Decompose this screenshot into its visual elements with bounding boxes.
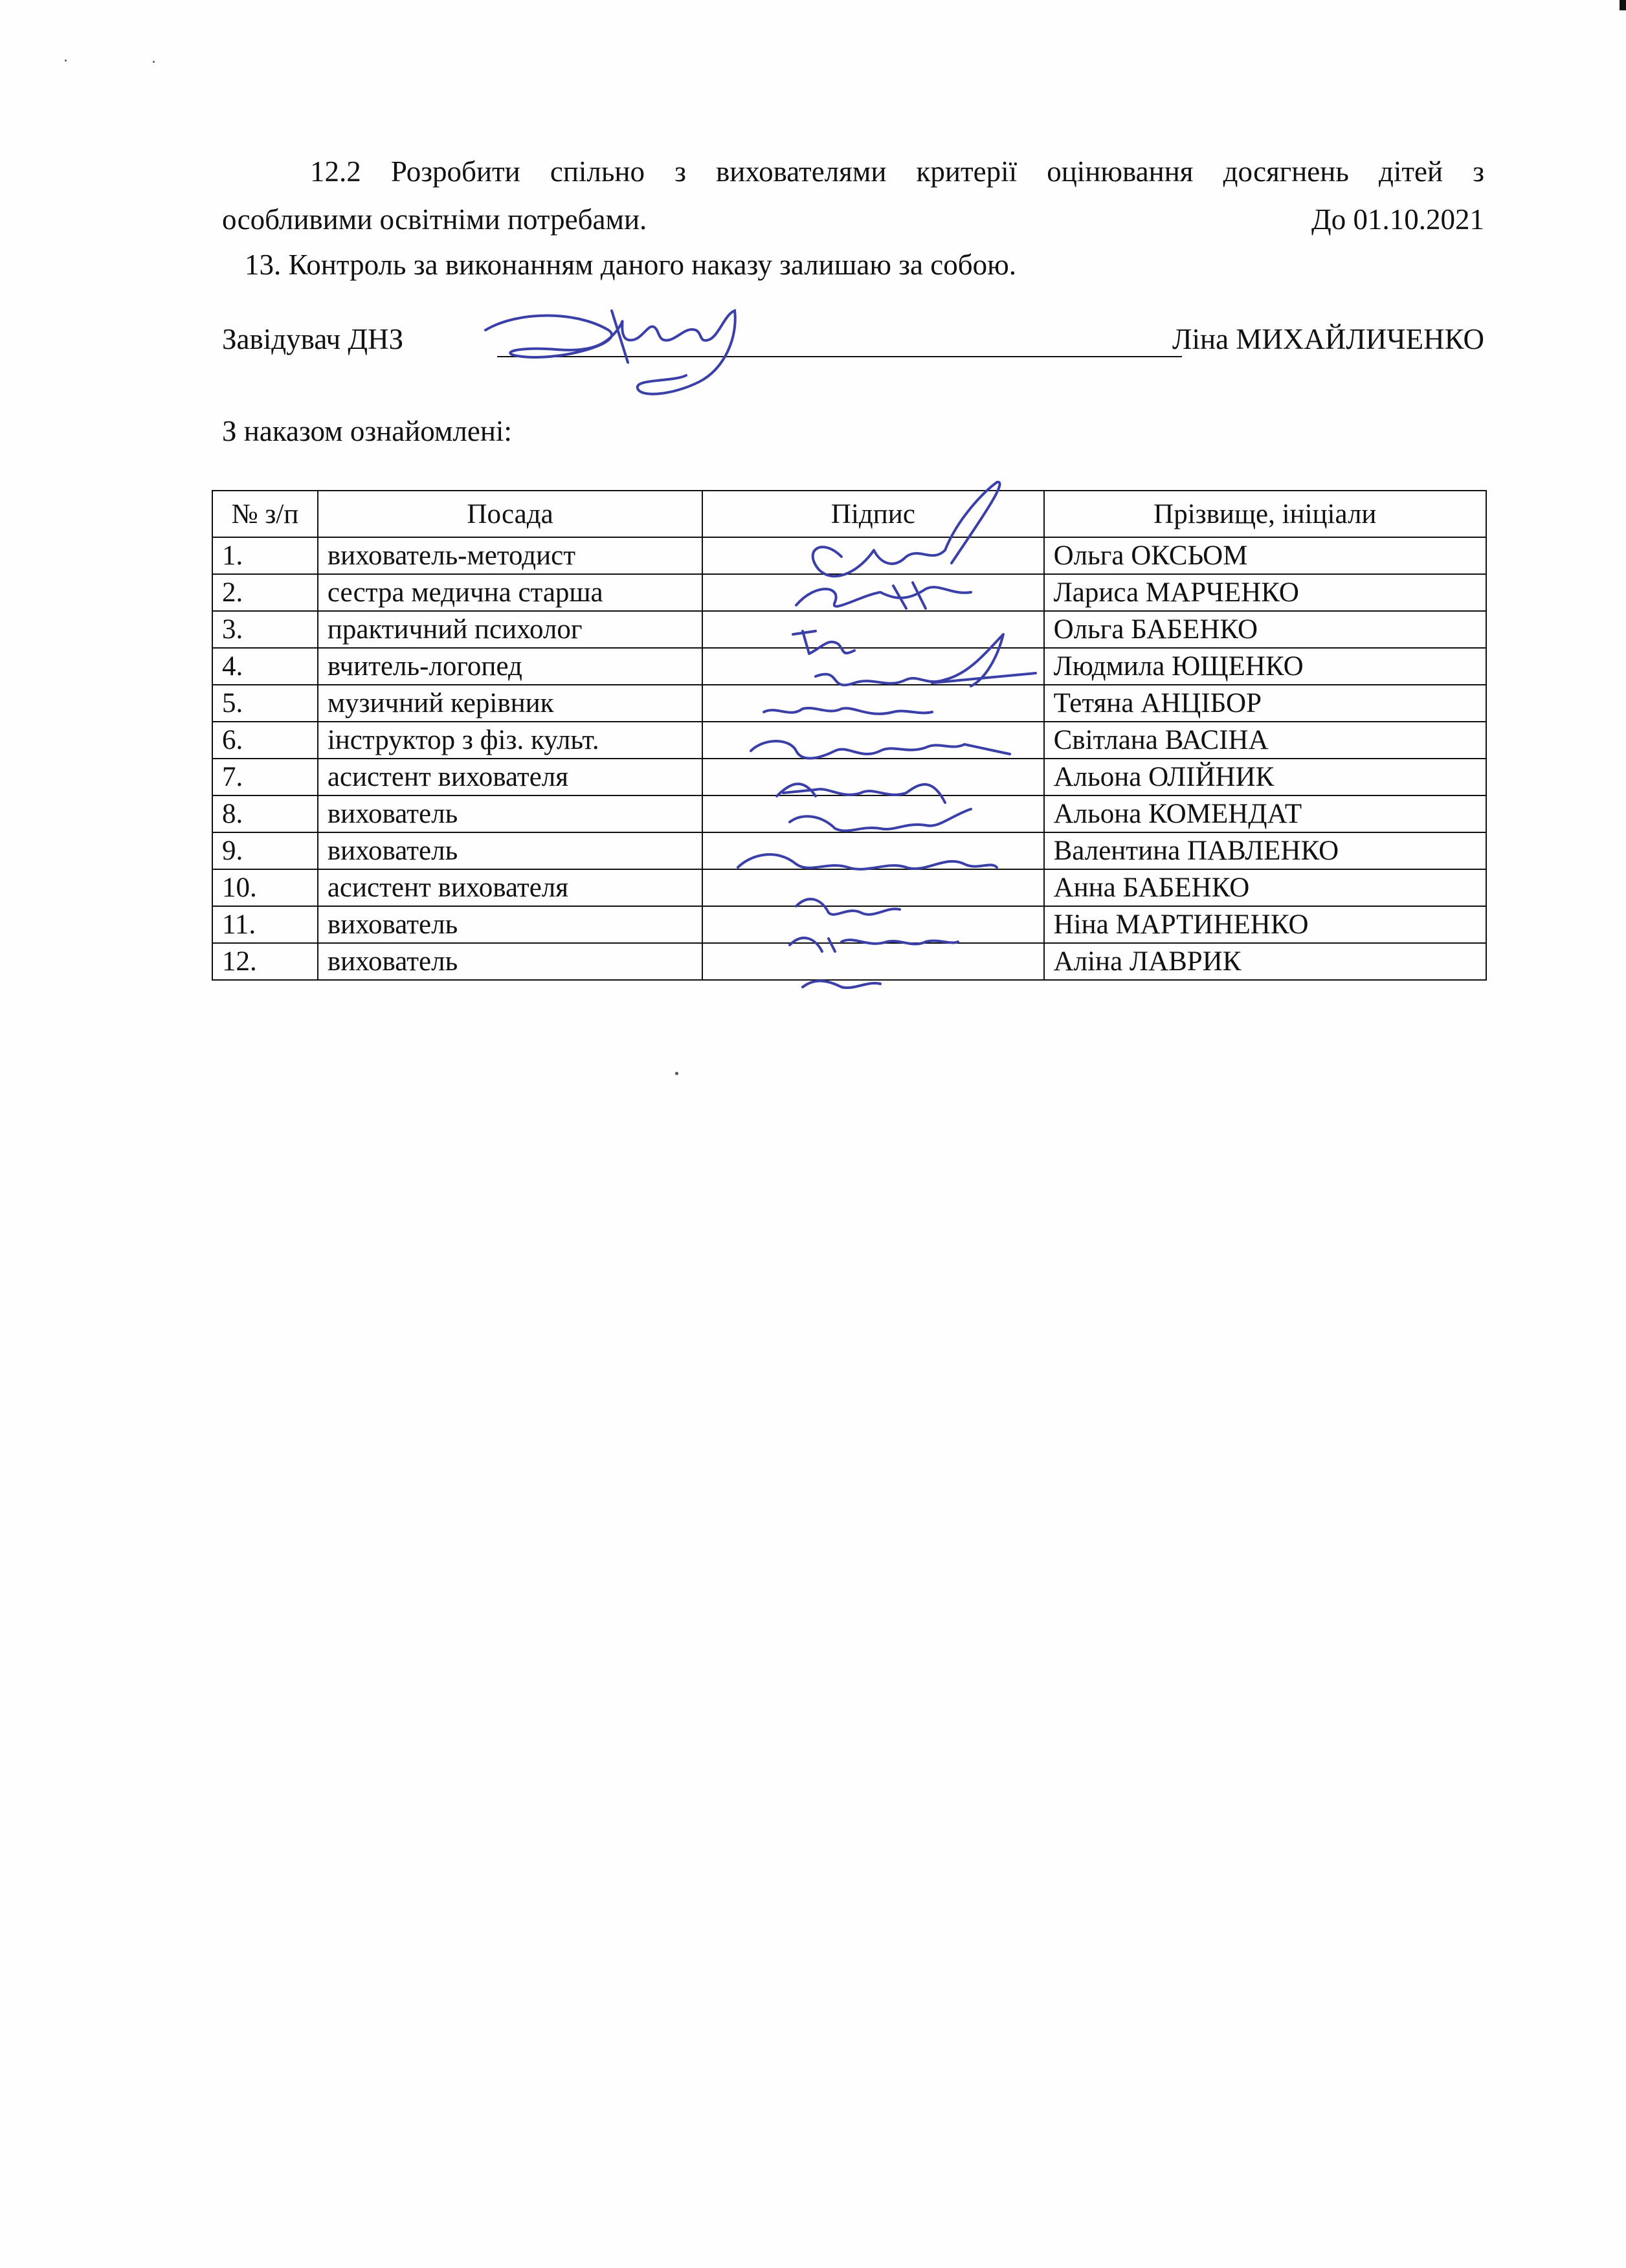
row-signature — [702, 685, 1043, 722]
row-signature — [702, 869, 1043, 906]
row-name: Лариса МАРЧЕНКО — [1044, 574, 1486, 611]
row-position: практичний психолог — [318, 611, 702, 648]
table-row — [212, 722, 1486, 759]
row-name: Тетяна АНЦІБОР — [1044, 685, 1486, 722]
row-name: Альона ОЛІЙНИК — [1044, 759, 1486, 795]
header-signature: Підпис — [702, 491, 1043, 537]
row-position: музичний керівник — [318, 685, 702, 722]
table-row — [212, 611, 1486, 648]
clause-12-2-line2 — [222, 195, 1484, 243]
row-number: 4. — [212, 648, 318, 685]
header-number: № з/п — [212, 491, 318, 537]
row-name: Альона КОМЕНДАТ — [1044, 795, 1486, 832]
row-position: вихователь — [318, 943, 702, 980]
row-name: Ольга ОКСЬОМ — [1044, 537, 1486, 574]
table-row — [212, 759, 1486, 795]
row-signature — [702, 648, 1043, 685]
row-position: інструктор з фіз. культ. — [318, 722, 702, 759]
row-signature — [702, 759, 1043, 795]
scan-speck — [675, 1072, 678, 1075]
row-position: вихователь — [318, 795, 702, 832]
clause-12-2 — [222, 148, 1484, 243]
row-signature — [702, 722, 1043, 759]
head-signature — [479, 285, 751, 408]
header-name: Прізвище, ініціали — [1044, 491, 1486, 537]
row-number: 9. — [212, 832, 318, 869]
row-name: Ольга БАБЕНКО — [1044, 611, 1486, 648]
table-body — [212, 537, 1486, 980]
row-number: 8. — [212, 795, 318, 832]
row-number: 5. — [212, 685, 318, 722]
scan-speck — [65, 60, 67, 61]
row-number: 12. — [212, 943, 318, 980]
row-position: асистент вихователя — [318, 869, 702, 906]
table-row — [212, 943, 1486, 980]
clause-12-2-text-end: особливими освітніми потребами. — [222, 203, 647, 236]
row-name: Аліна ЛАВРИК — [1044, 943, 1486, 980]
signatory-role: Завідувач ДНЗ — [222, 323, 404, 355]
row-number: 1. — [212, 537, 318, 574]
table-row — [212, 832, 1486, 869]
table-row — [212, 648, 1486, 685]
table-row — [212, 869, 1486, 906]
scan-edge-mark — [1620, 0, 1626, 10]
row-number: 7. — [212, 759, 318, 795]
acquaintance-heading: З наказом ознайомлені: — [222, 415, 512, 447]
row-signature — [702, 611, 1043, 648]
clause-12-2-deadline: До 01.10.2021 — [1311, 203, 1484, 236]
clause-13: 13. Контроль за виконанням даного наказу залишаю за собою. — [245, 249, 1016, 281]
row-number: 2. — [212, 574, 318, 611]
row-name: Анна БАБЕНКО — [1044, 869, 1486, 906]
scan-speck — [153, 61, 155, 63]
row-name: Валентина ПАВЛЕНКО — [1044, 832, 1486, 869]
table-row — [212, 574, 1486, 611]
row-position: вчитель-логопед — [318, 648, 702, 685]
table-row — [212, 795, 1486, 832]
table-header-row — [212, 491, 1486, 537]
row-number: 3. — [212, 611, 318, 648]
table-row — [212, 906, 1486, 943]
table-row — [212, 537, 1486, 574]
header-position: Посада — [318, 491, 702, 537]
row-signature — [702, 574, 1043, 611]
row-signature — [702, 906, 1043, 943]
row-signature — [702, 537, 1043, 574]
row-name: Світлана ВАСІНА — [1044, 722, 1486, 759]
row-name: Людмила ЮЩЕНКО — [1044, 648, 1486, 685]
row-number: 11. — [212, 906, 318, 943]
table-row — [212, 685, 1486, 722]
row-position: вихователь — [318, 832, 702, 869]
row-name: Ніна МАРТИНЕНКО — [1044, 906, 1486, 943]
signature-12 — [803, 981, 880, 988]
row-position: вихователь — [318, 906, 702, 943]
row-signature — [702, 795, 1043, 832]
row-position: вихователь-методист — [318, 537, 702, 574]
acquaintance-table — [212, 490, 1487, 981]
row-position: асистент вихователя — [318, 759, 702, 795]
row-number: 6. — [212, 722, 318, 759]
row-signature — [702, 832, 1043, 869]
signatory-name: Ліна МИХАЙЛИЧЕНКО — [1172, 323, 1484, 355]
row-number: 10. — [212, 869, 318, 906]
head-signature-block — [222, 322, 1484, 374]
row-position: сестра медична старша — [318, 574, 702, 611]
row-signature — [702, 943, 1043, 980]
clause-12-2-line1: 12.2 Розробити спільно з вихователями критерії оцінювання досягнень дітей з — [310, 155, 1484, 188]
